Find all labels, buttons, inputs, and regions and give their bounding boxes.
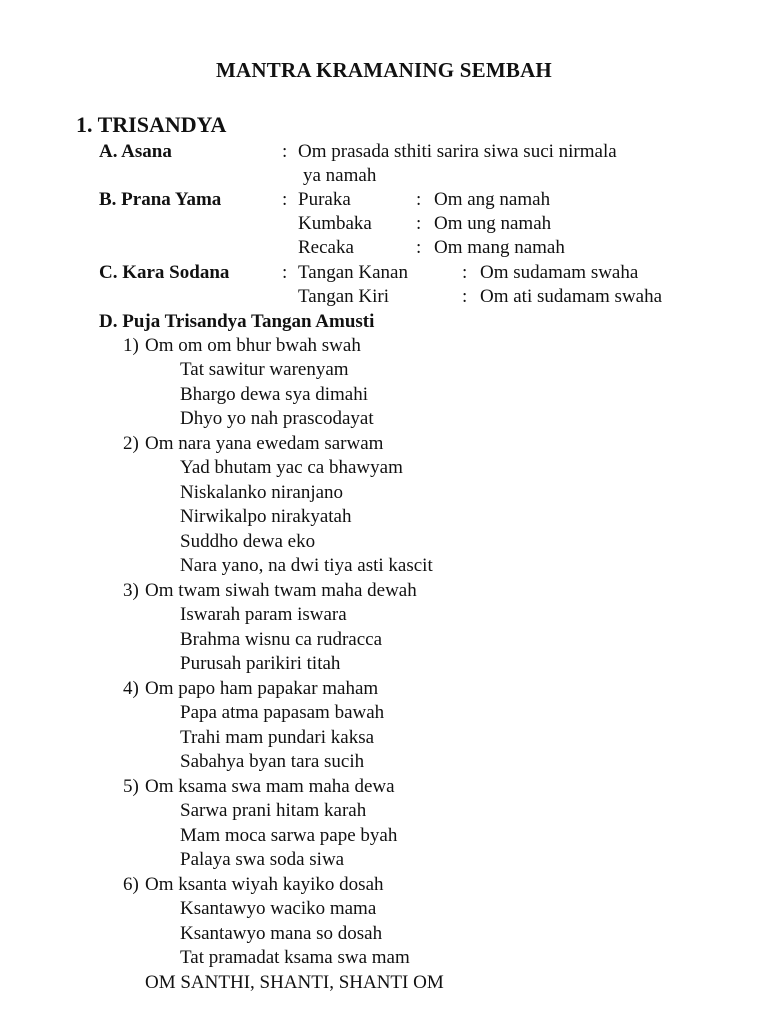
prana-yama-item-colon: : bbox=[416, 237, 422, 258]
kara-sodana-label: C. Kara Sodana bbox=[99, 262, 230, 283]
prana-yama-item-name: Puraka bbox=[298, 189, 351, 210]
verse-line: Brahma wisnu ca rudracca bbox=[180, 629, 383, 650]
section-heading-trisandya: 1. TRISANDYA bbox=[76, 112, 227, 137]
kara-sodana-item-mantra: Om ati sudamam swaha bbox=[480, 286, 663, 307]
verse-line: Papa atma papasam bawah bbox=[180, 702, 385, 723]
verse-number: 4) bbox=[123, 678, 139, 699]
verse-line: Nirwikalpo nirakyatah bbox=[180, 506, 352, 527]
verse-line: Om papo ham papakar maham bbox=[145, 678, 379, 699]
prana-yama-item-mantra: Om mang namah bbox=[434, 237, 565, 258]
verse-line: Suddho dewa eko bbox=[180, 531, 316, 552]
kara-sodana-item-name: Tangan Kanan bbox=[298, 262, 408, 283]
prana-yama-item-mantra: Om ung namah bbox=[434, 213, 552, 234]
verse-line: Om twam siwah twam maha dewah bbox=[145, 580, 417, 601]
prana-yama-item-colon: : bbox=[416, 213, 422, 234]
verse-number: 2) bbox=[123, 433, 139, 454]
prana-yama-label: B. Prana Yama bbox=[99, 189, 222, 210]
verse-line: Purusah parikiri titah bbox=[180, 653, 341, 674]
verse-number: 1) bbox=[123, 335, 139, 356]
verse-number: 6) bbox=[123, 874, 139, 895]
verse-line: Palaya swa soda siwa bbox=[180, 849, 345, 870]
verse-line: Dhyo yo nah prascodayat bbox=[180, 408, 374, 429]
verse-line: Tat sawitur warenyam bbox=[180, 359, 349, 380]
verse-line: Ksantawyo mana so dosah bbox=[180, 923, 383, 944]
prana-yama-item-colon: : bbox=[416, 189, 422, 210]
verse-line: Sarwa prani hitam karah bbox=[180, 800, 367, 821]
kara-sodana-item-mantra: Om sudamam swaha bbox=[480, 262, 639, 283]
prana-yama-item-name: Recaka bbox=[298, 237, 354, 258]
kara-sodana-item-colon: : bbox=[462, 286, 468, 307]
prana-yama-item-name: Kumbaka bbox=[298, 213, 372, 234]
verse-number: 3) bbox=[123, 580, 139, 601]
asana-text-line1: Om prasada sthiti sarira siwa suci nirmala bbox=[298, 141, 617, 162]
prana-yama-item-mantra: Om ang namah bbox=[434, 189, 551, 210]
verse-line: Niskalanko niranjano bbox=[180, 482, 344, 503]
verse-number: 5) bbox=[123, 776, 139, 797]
prana-yama-colon: : bbox=[282, 189, 288, 210]
verse-line: Nara yano, na dwi tiya asti kascit bbox=[180, 555, 433, 576]
verse-line: Ksantawyo waciko mama bbox=[180, 898, 377, 919]
asana-text-line2: ya namah bbox=[303, 165, 377, 186]
verse-line: Sabahya byan tara sucih bbox=[180, 751, 365, 772]
page-title: MANTRA KRAMANING SEMBAH bbox=[216, 58, 552, 82]
verse-line: Trahi mam pundari kaksa bbox=[180, 727, 375, 748]
kara-sodana-item-colon: : bbox=[462, 262, 468, 283]
verse-line: Om om om bhur bwah swah bbox=[145, 335, 361, 356]
verse-line: Yad bhutam yac ca bhawyam bbox=[180, 457, 403, 478]
verse-line: Iswarah param iswara bbox=[180, 604, 347, 625]
verse-line: Mam moca sarwa pape byah bbox=[180, 825, 398, 846]
kara-sodana-item-name: Tangan Kiri bbox=[298, 286, 390, 307]
closing-mantra: OM SANTHI, SHANTI, SHANTI OM bbox=[145, 972, 444, 993]
verse-line: Bhargo dewa sya dimahi bbox=[180, 384, 369, 405]
asana-colon: : bbox=[282, 141, 288, 162]
kara-sodana-colon: : bbox=[282, 262, 288, 283]
verse-line: Tat pramadat ksama swa mam bbox=[180, 947, 410, 968]
puja-label: D. Puja Trisandya Tangan Amusti bbox=[99, 311, 375, 332]
verse-line: Om ksanta wiyah kayiko dosah bbox=[145, 874, 384, 895]
verse-line: Om ksama swa mam maha dewa bbox=[145, 776, 395, 797]
verse-line: Om nara yana ewedam sarwam bbox=[145, 433, 384, 454]
asana-label: A. Asana bbox=[99, 141, 172, 162]
